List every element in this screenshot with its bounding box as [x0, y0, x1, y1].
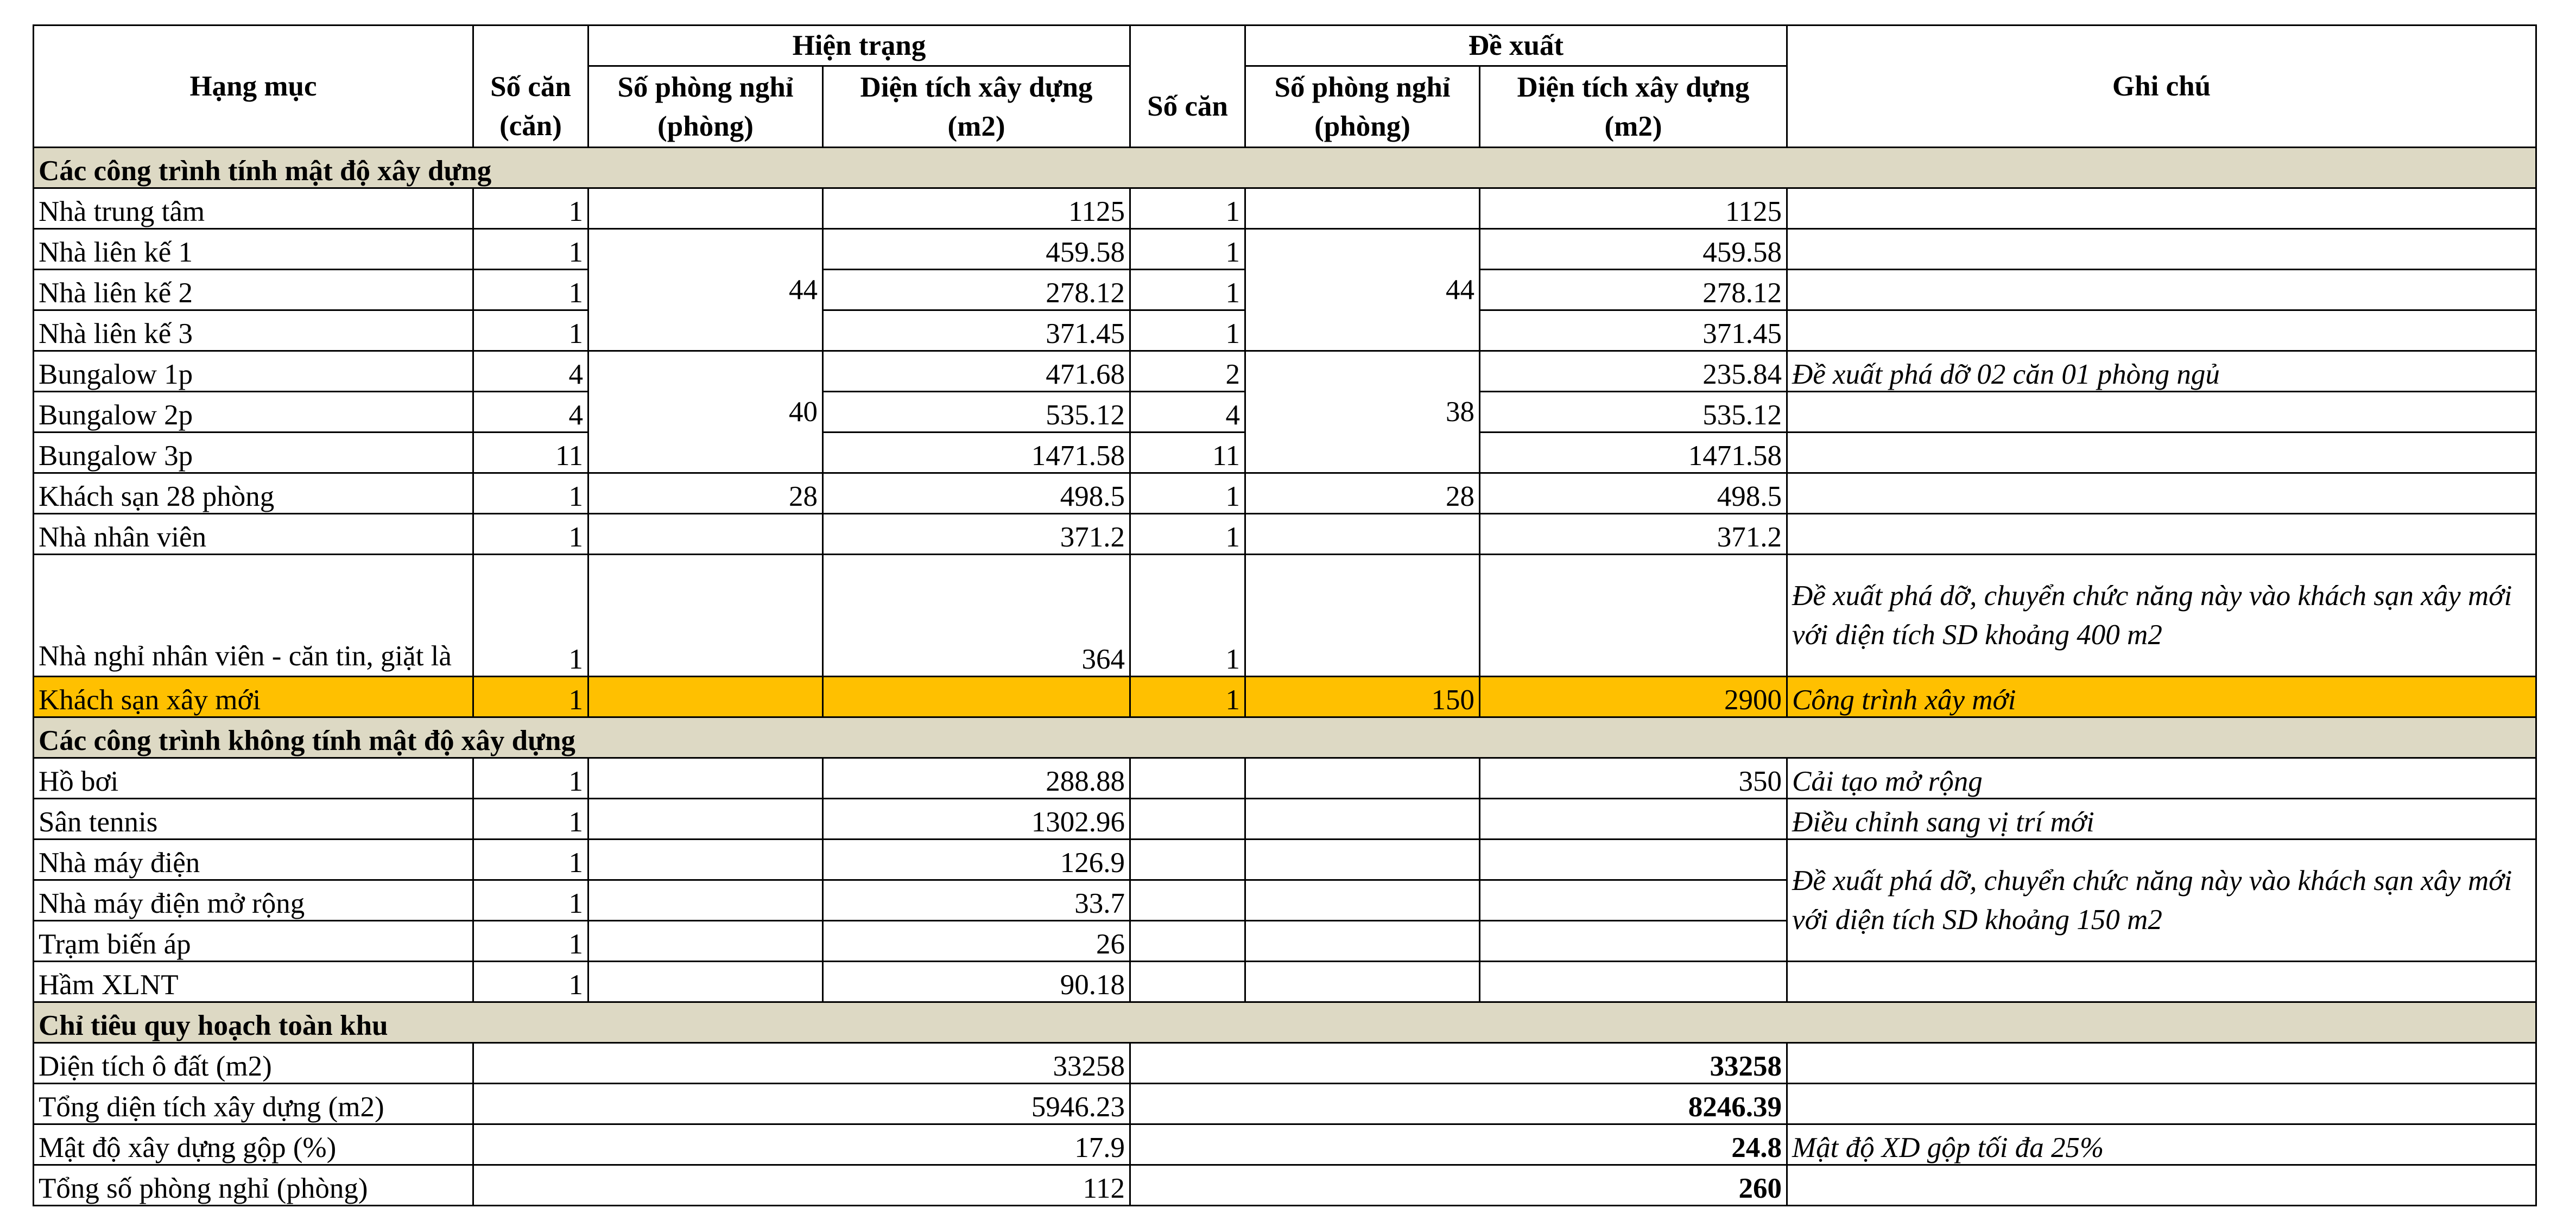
- section-row: [34, 717, 2536, 758]
- header-so-phong-nghi-dx: Số phòng nghỉ (phòng): [1245, 66, 1480, 148]
- note: Mật độ XD gộp tối đa 25%: [1787, 1124, 2536, 1165]
- table-row: [34, 1124, 2536, 1165]
- ht-so-can: 4: [473, 392, 588, 433]
- item-name: Nhà nghỉ nhân viên - căn tin, giặt là: [34, 555, 473, 677]
- table-row: [34, 1165, 2536, 1206]
- dx-dien-tich: 1125: [1480, 188, 1787, 229]
- dx-dien-tich: 278.12: [1480, 270, 1787, 310]
- ht-dien-tich: 26: [823, 921, 1130, 962]
- ht-value: 33258: [473, 1043, 1130, 1084]
- section-title-2: Các công trình không tính mật độ xây dựng: [34, 717, 1130, 758]
- table-row: [34, 555, 2536, 677]
- item-name: Nhà liên kế 3: [34, 310, 473, 351]
- table-row: [34, 1043, 2536, 1084]
- dx-so-can: 1: [1130, 514, 1245, 555]
- note: Đề xuất phá dỡ, chuyển chức năng này vào khách sạn xây mới với diện tích SD khoảng 400 m2: [1787, 555, 2536, 677]
- table-row: [34, 188, 2536, 229]
- dx-value: 260: [1130, 1165, 1787, 1206]
- dx-so-phong-merged: 38: [1245, 351, 1480, 473]
- ht-dien-tich: 33.7: [823, 880, 1130, 921]
- table-row: [34, 840, 2536, 880]
- ht-so-can: 11: [473, 433, 588, 473]
- item-name: Hầm XLNT: [34, 962, 473, 1002]
- note: Điều chỉnh sang vị trí mới: [1787, 799, 2536, 840]
- header-de-xuat: Đề xuất: [1245, 26, 1787, 66]
- ht-value: 17.9: [473, 1124, 1130, 1165]
- dx-so-phong: 150: [1245, 677, 1480, 717]
- header-dien-tich-dx: Diện tích xây dựng (m2): [1480, 66, 1787, 148]
- ht-dien-tich: 1302.96: [823, 799, 1130, 840]
- header-so-can: Số căn (căn): [473, 66, 588, 148]
- ht-so-can: 1: [473, 758, 588, 799]
- table-row: [34, 229, 2536, 270]
- item-name: Sân tennis: [34, 799, 473, 840]
- section-title-3: Chỉ tiêu quy hoạch toàn khu: [34, 1002, 1130, 1043]
- ht-dien-tich: 498.5: [823, 473, 1130, 514]
- dx-dien-tich: 2900: [1480, 677, 1787, 717]
- item-name: Nhà máy điện: [34, 840, 473, 880]
- ht-so-can: 4: [473, 351, 588, 392]
- header-row-1: [34, 26, 2536, 66]
- ht-so-can: 1: [473, 921, 588, 962]
- ht-dien-tich: 371.45: [823, 310, 1130, 351]
- dx-so-phong: 28: [1245, 473, 1480, 514]
- item-name: Bungalow 3p: [34, 433, 473, 473]
- dx-dien-tich: 371.2: [1480, 514, 1787, 555]
- planning-table: [33, 24, 2537, 1206]
- table-row: [34, 758, 2536, 799]
- table-row-highlight: [34, 677, 2536, 717]
- ht-dien-tich: 278.12: [823, 270, 1130, 310]
- dx-value: 8246.39: [1130, 1084, 1787, 1124]
- dx-dien-tich: 498.5: [1480, 473, 1787, 514]
- ht-dien-tich: 1125: [823, 188, 1130, 229]
- note-merged: Đề xuất phá dỡ, chuyển chức năng này vào khách sạn xây mới với diện tích SD khoảng 150 m2: [1787, 840, 2536, 962]
- ht-so-phong-merged: 44: [588, 229, 823, 351]
- dx-dien-tich: 459.58: [1480, 229, 1787, 270]
- dx-so-can: 1: [1130, 229, 1245, 270]
- ht-value: 5946.23: [473, 1084, 1130, 1124]
- ht-value: 112: [473, 1165, 1130, 1206]
- ht-dien-tich: 535.12: [823, 392, 1130, 433]
- ht-so-can: 1: [473, 677, 588, 717]
- dx-so-can: 1: [1130, 188, 1245, 229]
- ht-so-can: 1: [473, 310, 588, 351]
- item-name: Mật độ xây dựng gộp (%): [34, 1124, 473, 1165]
- item-name: Bungalow 1p: [34, 351, 473, 392]
- ht-dien-tich: 364: [823, 555, 1130, 677]
- item-name: Nhà liên kế 2: [34, 270, 473, 310]
- table-row: [34, 962, 2536, 1002]
- dx-value: 24.8: [1130, 1124, 1787, 1165]
- ht-so-can: 1: [473, 555, 588, 677]
- ht-dien-tich: 90.18: [823, 962, 1130, 1002]
- section-row: [34, 148, 2536, 188]
- dx-dien-tich: 350: [1480, 758, 1787, 799]
- table-row: [34, 514, 2536, 555]
- item-name: Nhà máy điện mở rộng: [34, 880, 473, 921]
- section-row: [34, 1002, 2536, 1043]
- item-name: Khách sạn xây mới: [34, 677, 473, 717]
- table-row: [34, 351, 2536, 392]
- item-name: Khách sạn 28 phòng: [34, 473, 473, 514]
- item-name: Nhà trung tâm: [34, 188, 473, 229]
- dx-dien-tich: 535.12: [1480, 392, 1787, 433]
- dx-so-can: 1: [1130, 310, 1245, 351]
- ht-so-can: 1: [473, 799, 588, 840]
- item-name: Bungalow 2p: [34, 392, 473, 433]
- header-ghi-chu: Ghi chú: [1787, 26, 2536, 148]
- ht-dien-tich: 126.9: [823, 840, 1130, 880]
- ht-so-phong: 28: [588, 473, 823, 514]
- ht-dien-tich: 1471.58: [823, 433, 1130, 473]
- note: Cải tạo mở rộng: [1787, 758, 2536, 799]
- table-row: [34, 473, 2536, 514]
- header-so-phong-nghi: Số phòng nghỉ (phòng): [588, 66, 823, 148]
- dx-so-phong-merged: 44: [1245, 229, 1480, 351]
- header-hang-muc: Hạng mục: [34, 26, 473, 148]
- item-name: Nhà liên kế 1: [34, 229, 473, 270]
- ht-dien-tich: 459.58: [823, 229, 1130, 270]
- ht-so-phong-merged: 40: [588, 351, 823, 473]
- item-name: Hồ bơi: [34, 758, 473, 799]
- ht-dien-tich: 288.88: [823, 758, 1130, 799]
- header-so-can-dx: Số căn: [1130, 66, 1245, 148]
- dx-so-can: 1: [1130, 473, 1245, 514]
- dx-dien-tich: 1471.58: [1480, 433, 1787, 473]
- ht-so-can: 1: [473, 473, 588, 514]
- ht-so-can: 1: [473, 962, 588, 1002]
- item-name: Tổng diện tích xây dựng (m2): [34, 1084, 473, 1124]
- ht-dien-tich: 471.68: [823, 351, 1130, 392]
- table-row: [34, 1084, 2536, 1124]
- dx-so-can: 2: [1130, 351, 1245, 392]
- dx-dien-tich: 235.84: [1480, 351, 1787, 392]
- dx-so-can: 1: [1130, 555, 1245, 677]
- dx-value: 33258: [1130, 1043, 1787, 1084]
- note: Đề xuất phá dỡ 02 căn 01 phòng ngủ: [1787, 351, 2536, 392]
- dx-so-can: 1: [1130, 270, 1245, 310]
- item-name: Trạm biến áp: [34, 921, 473, 962]
- header-dien-tich: Diện tích xây dựng (m2): [823, 66, 1130, 148]
- ht-so-can: 1: [473, 270, 588, 310]
- item-name: Diện tích ô đất (m2): [34, 1043, 473, 1084]
- note: Công trình xây mới: [1787, 677, 2536, 717]
- ht-so-can: 1: [473, 188, 588, 229]
- dx-so-can: 1: [1130, 677, 1245, 717]
- dx-dien-tich: 371.45: [1480, 310, 1787, 351]
- item-name: Tổng số phòng nghỉ (phòng): [34, 1165, 473, 1206]
- ht-so-can: 1: [473, 514, 588, 555]
- table-row: [34, 799, 2536, 840]
- ht-dien-tich: 371.2: [823, 514, 1130, 555]
- ht-so-can: 1: [473, 229, 588, 270]
- ht-so-can: 1: [473, 880, 588, 921]
- section-title-1: Các công trình tính mật độ xây dựng: [34, 148, 1130, 188]
- item-name: Nhà nhân viên: [34, 514, 473, 555]
- ht-so-can: 1: [473, 840, 588, 880]
- dx-so-can: 4: [1130, 392, 1245, 433]
- header-hien-trang: Hiện trạng: [588, 26, 1130, 66]
- dx-so-can: 11: [1130, 433, 1245, 473]
